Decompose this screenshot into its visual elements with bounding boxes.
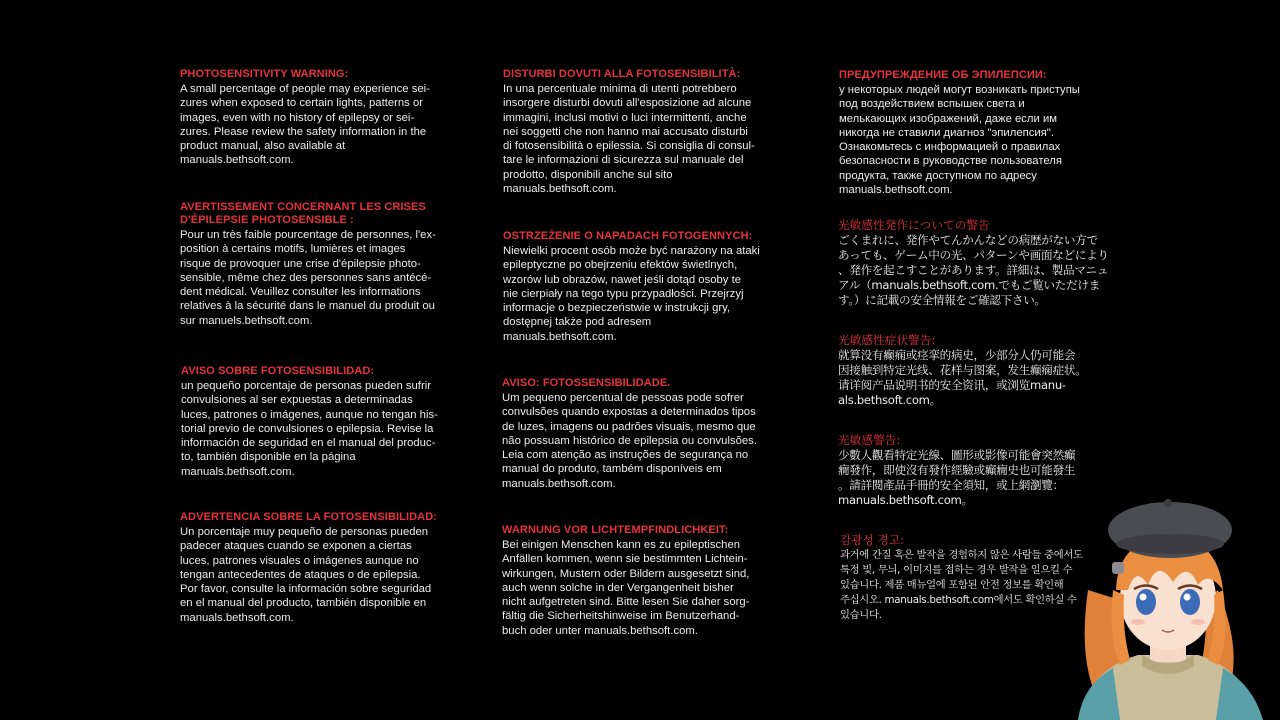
warning-de — [502, 524, 749, 638]
warning-ru — [839, 69, 1080, 197]
warning-it-heading: DISTURBI DOVUTI ALLA FOTOSENSIBILITÀ: — [503, 68, 741, 80]
warning-de-text: Bei einigen Menschen kann es zu epileptischen Anfällen kommen, wenn sie bestimmten Lichtein- wirkungen, Mustern oder Bildern ausgesetzt sind, auch wenn solche in der Vergangenheit bisher nicht aufgetreten sind. Bitte lesen Sie daher sorg- fältig die Sicherheitshinweise im Benutzerhand- buch oder unter manuals.bethsoft.com. — [502, 539, 750, 637]
warning-es-mx-heading: ADVERTENCIA SOBRE LA FOTOSENSIBILIDAD: — [180, 511, 438, 523]
vtuber-avatar-icon — [1058, 490, 1280, 720]
warning-ru-text: у некоторых людей могут возникать приступы под воздействием вспышек света и мелькающих изображений, даже если им никогда не ставили диагноз "эпилепсия". Ознакомьтесь с информацией о правилах безопасности в руководстве пользователя продукта, также доступном по адресу manuals.bethsoft.com. — [839, 84, 1080, 197]
warning-zh-hant-text: 少數人觀看特定光線、圖形或影像可能會突然癲 癇發作，即使沒有發作經驗或癲癇史也可能發生 。請詳閱產品手冊的安全須知，或上網瀏覽： manuals.bethsoft.com。 — [838, 448, 1076, 507]
warning-fr-heading: AVERTISSEMENT CONCERNANT LES CRISES D'ÉPILEPSIE PHOTOSENSIBLE : — [180, 201, 426, 226]
warning-es — [181, 365, 438, 479]
warning-en-heading: PHOTOSENSITIVITY WARNING: — [180, 68, 349, 80]
warning-it — [503, 68, 755, 196]
warning-zh-hans — [838, 334, 1086, 408]
warning-ko-heading: 감광성 경고: — [840, 533, 905, 547]
warning-es-mx-text: Un porcentaje muy pequeño de personas pueden padecer ataques cuando se exponen a ciertas luces, patrones visuales o imágenes aunque no tengan antecedentes de ataques o de epilepsia. Por favor, consulte la información sobre seguridad en el manual del producto, también disponible en manuals.bethsoft.com. — [180, 526, 432, 624]
warning-fr — [180, 201, 436, 328]
warning-de-heading: WARNUNG VOR LICHTEMPFINDLICHKEIT: — [502, 524, 729, 536]
warning-zh-hans-text: 就算没有癫痫或痉挛的病史，少部分人仍可能会 因接触到特定光线、花样与图案，发生癫痫症状。 请详阅产品说明书的安全资讯，或浏览manu- als.bethsoft.com。 — [838, 348, 1087, 407]
warning-pt-text: Um pequeno percentual de pessoas pode sofrer convulsões quando expostas a determinados tipos de luzes, imagens ou padrões visuais, mesmo que não possuam histórico de epilepsia ou convulsões. Leia com atenção as instruções de segurança no manual do produto, também disponíveis em manuals.bethsoft.com. — [502, 392, 757, 490]
warning-ru-heading: ПРЕДУПРЕЖДЕНИЕ ОБ ЭПИЛЕПСИИ: — [839, 69, 1047, 81]
warning-zh-hans-heading: 光敏感性症状警告: — [838, 333, 936, 347]
warning-ko-text: 과거에 간질 혹은 발작을 경험하지 않은 사람들 중에서도 특정 빛, 무늬, 이미지를 접하는 경우 발작을 일으킬 수 있습니다. 제품 매뉴얼에 포함된 안전 정보를 확인해 주십시오. manuals.bethsoft.com에서도 확인하실 수 있습니다. — [840, 549, 1083, 621]
warning-es-heading: AVISO SOBRE FOTOSENSIBILIDAD: — [181, 365, 375, 377]
warning-fr-text: Pour un très faible pourcentage de personnes, l'ex- position à certains motifs, lumières et images risque de provoquer une crise d'épilepsie photo- sensible, même chez des personnes sans antécé- dent médical. Veuillez consulter les informations relatives à la sécurité dans le manuel du produit ou sur manuels.bethsoft.com. — [180, 229, 436, 327]
warning-es-mx — [180, 511, 437, 625]
warning-pt — [502, 377, 757, 491]
warning-pt-heading: AVISO: FOTOSSENSIBILIDADE. — [502, 377, 671, 389]
warning-zh-hant — [838, 434, 1075, 508]
warning-zh-hant-heading: 光敏感警告: — [838, 433, 901, 447]
warning-it-text: In una percentuale minima di utenti potrebbero insorgere disturbi dovuti all'esposizione ad alcune immagini, inclusi motivi o luci intermittenti, anche nei soggetti che non hanno mai accusato disturbi di fotosensibilità o epilessia. Si consiglia di consul- tare le informazioni di sicurezza sul manuale del prodotto, disponibili anche sul sito manuals.bethsoft.com. — [503, 83, 755, 196]
warning-pl — [503, 230, 760, 344]
warning-en-text: A small percentage of people may experience sei- zures when exposed to certain lights, patterns or images, even with no history of epilepsy or sei- zures. Please review the safety information in the product manual, also available at manuals.bethsoft.com. — [180, 83, 430, 167]
warning-ja-text: ごくまれに、発作やてんかんなどの病歴がない方で あっても、ゲーム中の光、パターンや画面などにより 、発作を起こすことがあります。詳細は、製品マニュ アル（manuals.bethsoft.com.でもご覧いただけま す。）に記載の安全情報をご確認下さい。 — [838, 233, 1109, 307]
warning-es-text: un pequeño porcentaje de personas pueden sufrir convulsiones al ser expuestas a determinadas luces, patrones o imágenes, aunque no tengan his- torial previo de convulsiones o epilepsia. Revise la información de seguridad en el manual del produc- to, también disponible en la página manuals.bethsoft.com. — [181, 380, 438, 478]
warning-en — [180, 68, 430, 168]
warning-ja-heading: 光敏感性発作についての警告 — [838, 218, 990, 232]
warning-ko — [840, 534, 1083, 623]
warning-ja — [838, 219, 1109, 308]
warning-pl-text: Niewielki procent osób może być narażony na ataki epileptyczne po obejrzeniu efektów świetlnych, wzorów lub obrazów, nawet jeśli dotąd osoby te nie cierpiały na tego typu przypadłości. Przejrzyj informacje o bezpieczeństwie w instrukcji gry, dostępnej także pod adresem manuals.bethsoft.com. — [503, 245, 760, 343]
warning-pl-heading: OSTRZEŻENIE O NAPADACH FOTOGENNYCH: — [503, 230, 753, 242]
